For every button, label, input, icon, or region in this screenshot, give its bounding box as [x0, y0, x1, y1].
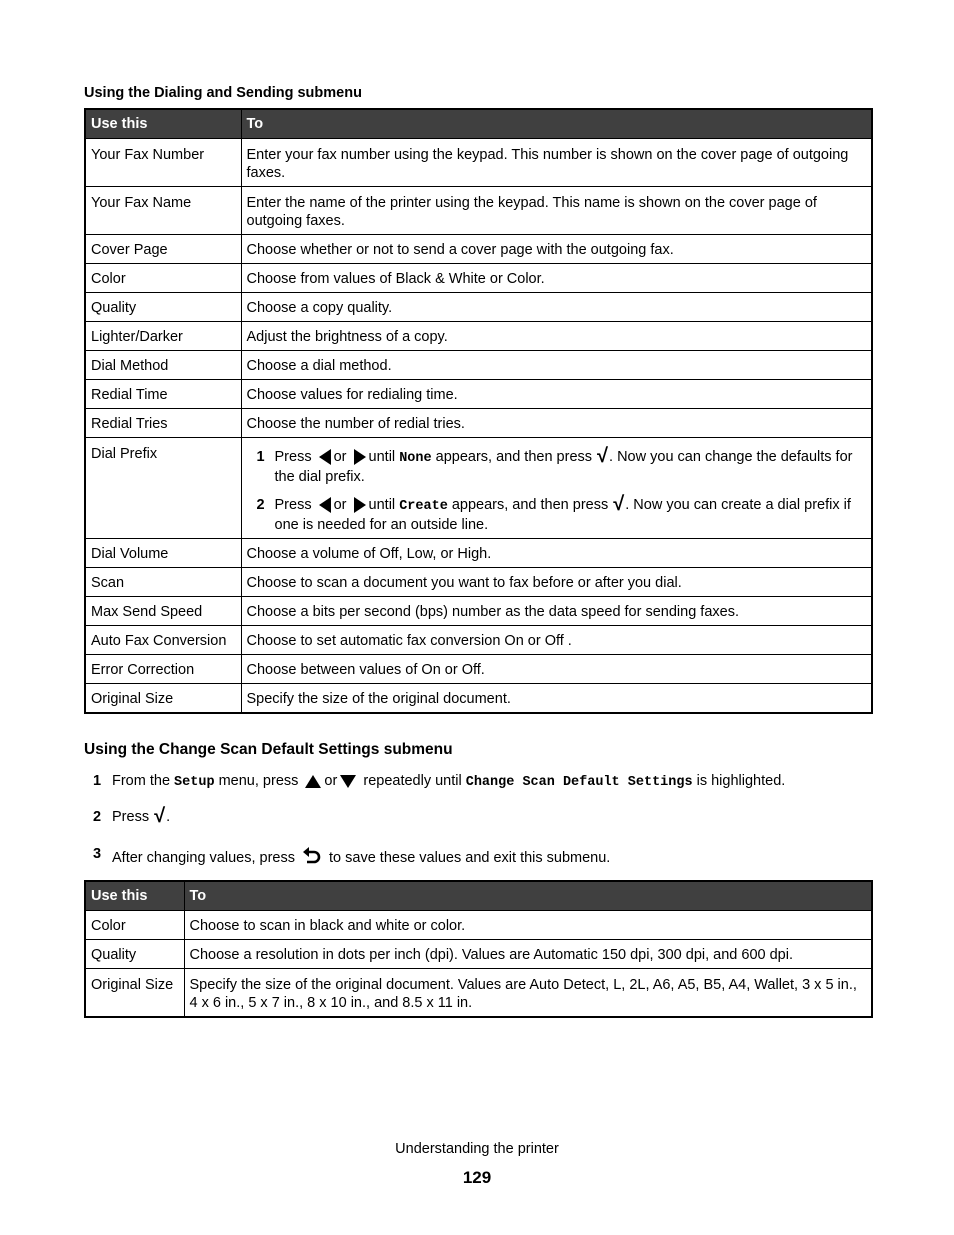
- dial-prefix-step-1: [247, 445, 867, 486]
- table-row: [85, 438, 872, 539]
- table-row: [85, 235, 872, 264]
- dial-prefix-steps-cell: [241, 438, 872, 539]
- step-text: or: [324, 773, 338, 789]
- row-use: Redial Tries: [85, 409, 241, 438]
- row-use: Dial Volume: [85, 539, 241, 568]
- row-use: Auto Fax Conversion: [85, 626, 241, 655]
- step-text: Press: [274, 449, 312, 465]
- step-text: until: [368, 497, 396, 513]
- step-body: [112, 846, 610, 866]
- checkmark-icon: √: [613, 493, 625, 515]
- down-arrow-icon: [340, 775, 356, 788]
- checkmark-icon: √: [597, 445, 609, 467]
- step-number: 3: [93, 846, 102, 862]
- step-text: From the: [112, 773, 171, 789]
- row-use: Original Size: [85, 684, 241, 713]
- step-number: 1: [256, 449, 265, 465]
- row-use: Color: [85, 911, 184, 940]
- step-text: Press: [112, 809, 150, 825]
- code-text: None: [399, 451, 432, 466]
- right-arrow-icon: [354, 449, 366, 465]
- row-to: Enter your fax number using the keypad. This number is shown on the cover page of outgoing faxes.: [241, 139, 872, 187]
- step-text: is highlighted.: [696, 773, 786, 789]
- table-row: [85, 139, 872, 187]
- page-number: 129: [462, 1168, 492, 1187]
- step-number: 1: [93, 773, 102, 789]
- table-row: [85, 969, 872, 1018]
- row-to: Choose to scan in black and white or color.: [184, 911, 872, 940]
- step-text: . Now you can create a dial prefix if one is needed for an outside line.: [274, 497, 851, 533]
- row-to: Choose between values of On or Off.: [241, 655, 872, 684]
- row-to: Enter the name of the printer using the keypad. This name is shown on the cover page of outgoing faxes.: [241, 187, 872, 235]
- row-use: Cover Page: [85, 235, 241, 264]
- table-row: [85, 568, 872, 597]
- row-to: Choose to set automatic fax conversion On or Off .: [241, 626, 872, 655]
- row-to: Choose to scan a document you want to fax before or after you dial.: [241, 568, 872, 597]
- row-use: Original Size: [85, 969, 184, 1018]
- table-row: [85, 655, 872, 684]
- table-row: [85, 626, 872, 655]
- row-use: Dial Prefix: [85, 438, 241, 539]
- step-text: Press: [274, 497, 312, 513]
- section-title-dialing: Using the Dialing and Sending submenu: [84, 85, 362, 101]
- row-use: Color: [85, 264, 241, 293]
- step-text: appears, and then press: [451, 497, 609, 513]
- header-use-this: Use this: [85, 881, 184, 911]
- row-to: Specify the size of the original document.: [241, 684, 872, 713]
- header-to: To: [184, 881, 872, 911]
- table-row: [85, 264, 872, 293]
- row-to: Adjust the brightness of a copy.: [241, 322, 872, 351]
- code-text: Create: [399, 499, 448, 514]
- dialing-table: [84, 108, 873, 714]
- back-icon: [302, 846, 322, 866]
- step-text: menu, press: [218, 773, 299, 789]
- step-number: 2: [93, 809, 102, 825]
- row-use: Lighter/Darker: [85, 322, 241, 351]
- code-text: Setup: [174, 775, 215, 790]
- left-arrow-icon: [319, 497, 331, 513]
- row-use: Error Correction: [85, 655, 241, 684]
- section-title-scan: Using the Change Scan Default Settings submenu: [84, 741, 453, 758]
- table-row: [85, 380, 872, 409]
- step-text: until: [368, 449, 396, 465]
- header-to: To: [241, 109, 872, 139]
- checkmark-icon: √: [154, 805, 166, 827]
- table-row: [85, 293, 872, 322]
- row-to: Choose whether or not to send a cover page with the outgoing fax.: [241, 235, 872, 264]
- step-text: repeatedly until: [363, 773, 462, 789]
- step-text: .: [166, 809, 171, 825]
- row-to: Choose values for redialing time.: [241, 380, 872, 409]
- step-text: . Now you can change the defaults for the dial prefix.: [274, 449, 853, 485]
- row-use: Quality: [85, 293, 241, 322]
- step-text: appears, and then press: [435, 449, 593, 465]
- step-number: 2: [256, 497, 265, 513]
- table-row: [85, 351, 872, 380]
- step-text: to save these values and exit this submenu.: [329, 850, 611, 866]
- row-use: Your Fax Number: [85, 139, 241, 187]
- row-use: Max Send Speed: [85, 597, 241, 626]
- footer-label: Understanding the printer: [395, 1141, 559, 1157]
- step-body: [112, 773, 785, 790]
- table-header-row: [85, 881, 872, 911]
- row-to: Choose a resolution in dots per inch (dpi). Values are Automatic 150 dpi, 300 dpi, and 600 dpi.: [184, 940, 872, 969]
- dial-prefix-step-2: [247, 493, 867, 534]
- row-use: Your Fax Name: [85, 187, 241, 235]
- row-to: Specify the size of the original document. Values are Auto Detect, L, 2L, A6, A5, B5, A4, Wallet, 3 x 5 in., 4 x 6 in., 5 x 7 in., 8 x 10 in., and 8.5 x 11 in.: [184, 969, 872, 1018]
- row-use: Redial Time: [85, 380, 241, 409]
- table-header-row: [85, 109, 872, 139]
- table-row: [85, 539, 872, 568]
- table-row: [85, 940, 872, 969]
- code-text: Change Scan Default Settings: [465, 775, 693, 790]
- step-text: After changing values, press: [112, 850, 295, 866]
- row-to: Choose the number of redial tries.: [241, 409, 872, 438]
- step-text: or: [333, 497, 347, 513]
- right-arrow-icon: [354, 497, 366, 513]
- left-arrow-icon: [319, 449, 331, 465]
- row-use: Dial Method: [85, 351, 241, 380]
- table-row: [85, 597, 872, 626]
- row-to: Choose a volume of Off, Low, or High.: [241, 539, 872, 568]
- row-to: Choose a bits per second (bps) number as the data speed for sending faxes.: [241, 597, 872, 626]
- table-row: [85, 684, 872, 713]
- step-body: [112, 805, 171, 827]
- table-row: [85, 187, 872, 235]
- header-use-this: Use this: [85, 109, 241, 139]
- row-to: Choose a dial method.: [241, 351, 872, 380]
- row-use: Quality: [85, 940, 184, 969]
- table-row: [85, 911, 872, 940]
- step-text: or: [333, 449, 347, 465]
- table-row: [85, 409, 872, 438]
- table-row: [85, 322, 872, 351]
- up-arrow-icon: [305, 775, 321, 788]
- row-to: Choose from values of Black & White or Color.: [241, 264, 872, 293]
- row-use: Scan: [85, 568, 241, 597]
- scan-settings-table: [84, 880, 873, 1018]
- row-to: Choose a copy quality.: [241, 293, 872, 322]
